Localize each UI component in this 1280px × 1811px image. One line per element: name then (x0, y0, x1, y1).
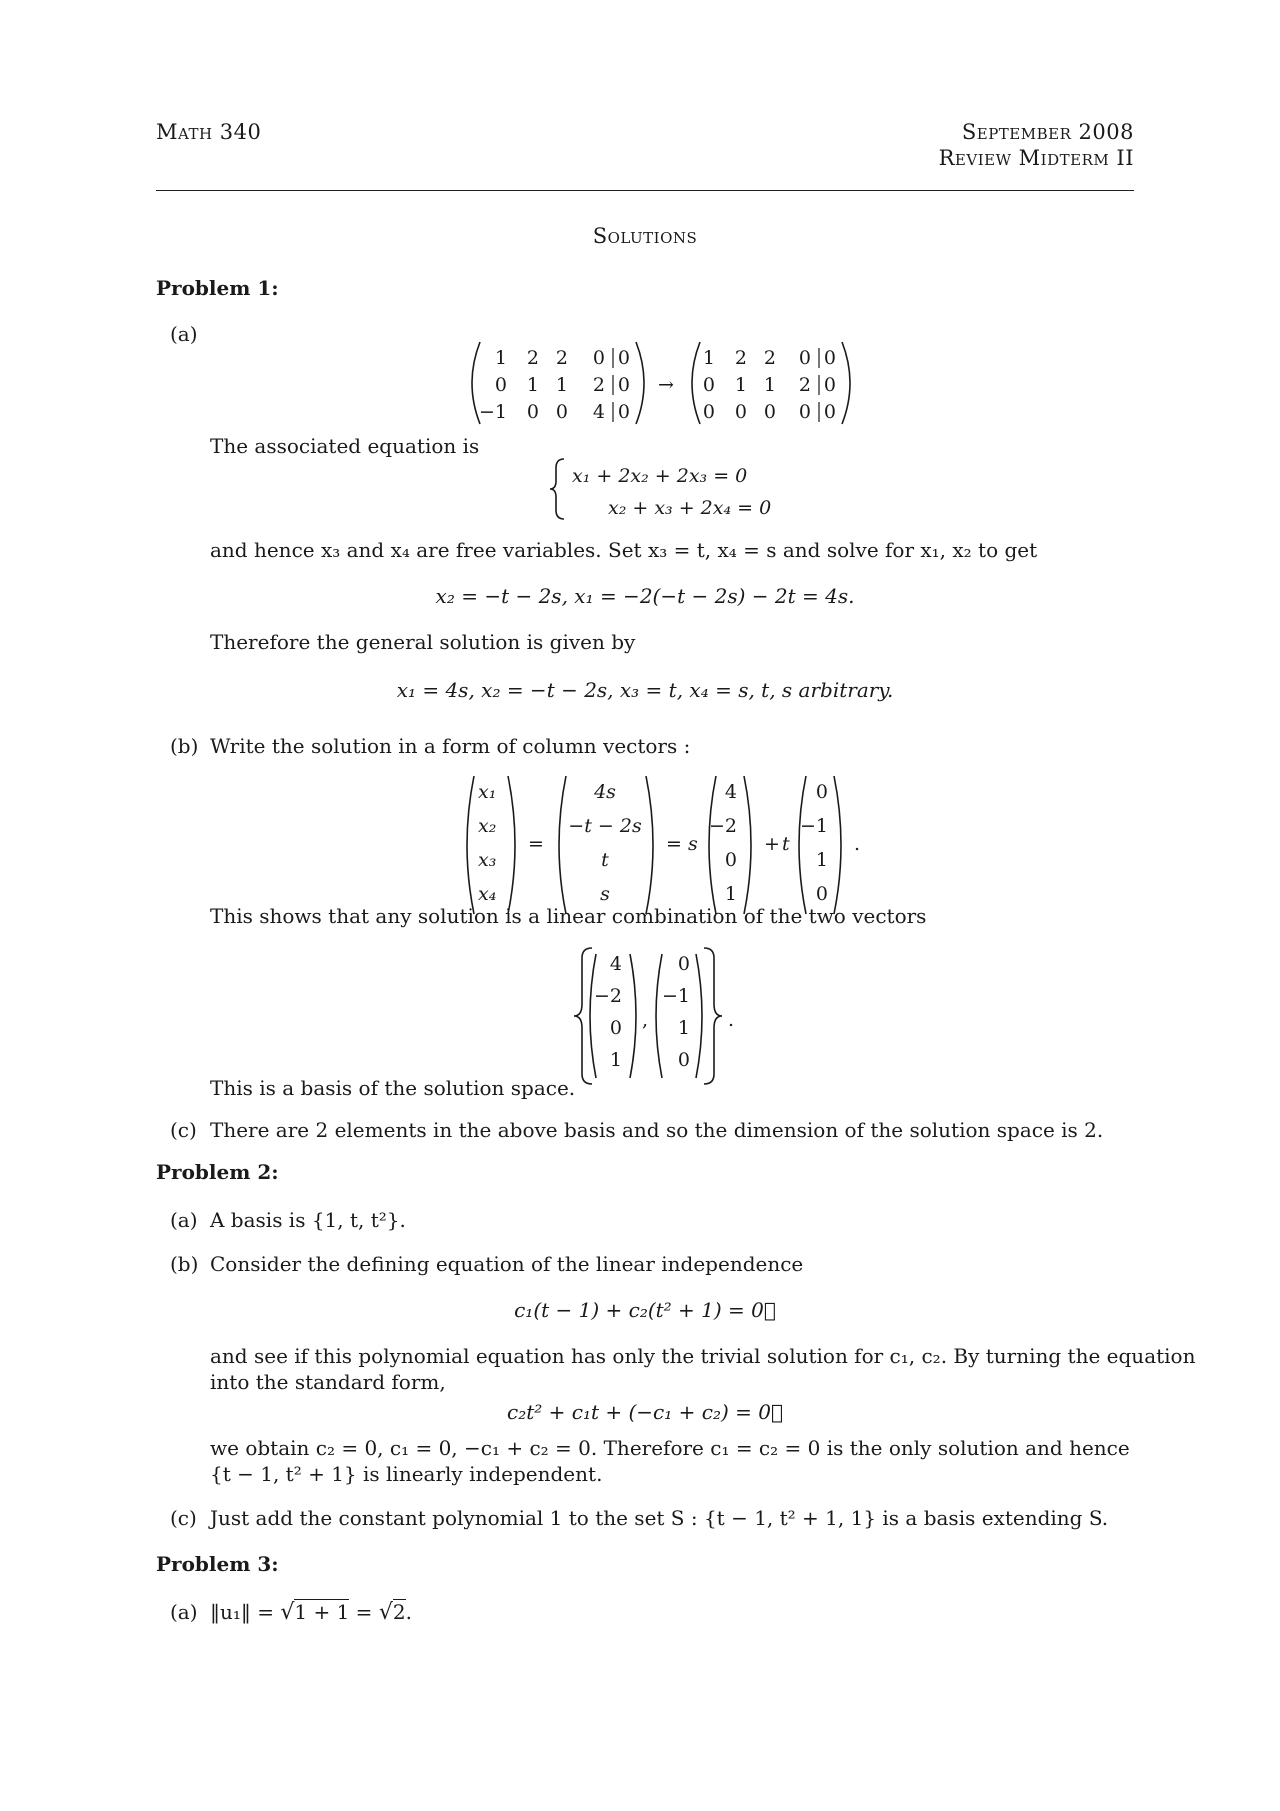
matrix-entry: 0 (592, 347, 605, 369)
matrix-entry: 1 (702, 347, 715, 369)
matrix-entry: 0 (823, 347, 836, 369)
matrix-entry: 2 (555, 347, 568, 369)
vector-entry: −2 (593, 985, 622, 1007)
left-paren (692, 342, 700, 424)
matrix-entry: 0 (494, 374, 507, 396)
coefficient-t: t (782, 833, 790, 855)
vector-entry: 0 (677, 953, 690, 975)
problem-2c-label: (c) (170, 1506, 197, 1530)
vector-entry: x₂ (478, 815, 497, 837)
problem-2-heading: Problem 2: (156, 1160, 279, 1184)
basis-set (570, 944, 770, 1090)
norm-equals: = (349, 1600, 379, 1624)
problem-1c-label: (c) (170, 1118, 197, 1142)
matrix-entry: 2 (763, 347, 776, 369)
problem-1b-label: (b) (170, 734, 199, 758)
matrix-entry: −1 (478, 401, 507, 423)
general-solution-text: Therefore the general solution is given by (210, 630, 636, 654)
exam-title: Review Midterm II (938, 146, 1134, 170)
date-label: September 2008 (961, 120, 1134, 144)
matrix-entry: 0 (617, 347, 630, 369)
vector-entry: x₁ (478, 781, 497, 803)
equation-line: x₁ + 2x₂ + 2x₃ = 0 (572, 465, 748, 487)
matrix-entry: 0 (617, 374, 630, 396)
reduces-to-arrow: → (658, 374, 674, 396)
radicand: 2 (392, 1600, 406, 1624)
column-vector-intro: Write the solution in a form of column vectors : (210, 734, 691, 758)
general-solution-equation: x₁ = 4s, x₂ = −t − 2s, x₃ = t, x₄ = s, t, s arbitrary. (396, 678, 894, 702)
radicand: 1 + 1 (294, 1600, 350, 1624)
matrix-entry: 2 (592, 374, 605, 396)
vector-entry: 0 (609, 1017, 622, 1039)
problem-2b-label: (b) (170, 1252, 199, 1276)
header-divider (156, 190, 1134, 191)
matrix-entry: 1 (526, 374, 539, 396)
svg-text:,: , (642, 1009, 649, 1031)
equation-line: x₂ + x₃ + 2x₄ = 0 (608, 497, 772, 519)
vector-entry: 1 (724, 883, 737, 905)
matrix-entry: 0 (798, 347, 811, 369)
right-paren (842, 342, 850, 424)
independence-intro: Consider the defining equation of the linear independence (210, 1252, 804, 1276)
vector-entry: 1 (677, 1017, 690, 1039)
norm-equation (210, 1600, 412, 1625)
vector-entry: 4s (594, 781, 616, 803)
augmented-matrix-reduction (460, 338, 880, 428)
period: . (405, 1600, 412, 1624)
matrix-entry: 0 (823, 374, 836, 396)
vector-entry: x₃ (478, 849, 497, 871)
svg-text:=: = (528, 833, 544, 855)
matrix-entry: 4 (592, 401, 605, 423)
basis-statement: This is a basis of the solution space. (210, 1076, 576, 1100)
vector-entry: 0 (815, 883, 828, 905)
vector-entry: −1 (661, 985, 690, 1007)
matrix-entry: 0 (555, 401, 568, 423)
linear-combination-text: This shows that any solution is a linear combination of the two vectors (210, 904, 927, 928)
independence-equation: c₁(t − 1) + c₂(t² + 1) = 0⃗ (514, 1298, 776, 1322)
equation-system (548, 456, 808, 522)
extended-basis-text: Just add the constant polynomial 1 to the set S : {t − 1, t² + 1, 1} is a basis extending S. (210, 1506, 1109, 1530)
sqrt-symbol: √ (280, 1600, 295, 1625)
left-brace (550, 459, 564, 519)
vector-entry: −t − 2s (568, 815, 642, 837)
associated-equation-text: The associated equation is (210, 434, 480, 458)
matrix-entry: 0 (702, 401, 715, 423)
matrix-entry: 2 (798, 374, 811, 396)
svg-text:.: . (854, 833, 861, 855)
svg-text:=: = (666, 833, 682, 855)
matrix-entry: 0 (526, 401, 539, 423)
sqrt-symbol: √ (378, 1600, 393, 1625)
matrix-entry: 1 (763, 374, 776, 396)
matrix-entry: 0 (702, 374, 715, 396)
vector-entry: 4 (609, 953, 622, 975)
vector-entry: 1 (815, 849, 828, 871)
independence-conclusion: {t − 1, t² + 1} is linearly independent. (210, 1462, 603, 1486)
coefficient-result-text: we obtain c₂ = 0, c₁ = 0, −c₁ + c₂ = 0. Therefore c₁ = c₂ = 0 is the only solution and hence (210, 1436, 1130, 1460)
vector-entry: 0 (724, 849, 737, 871)
section-title: Solutions (592, 224, 698, 248)
vector-entry: 4 (724, 781, 737, 803)
column-vector-equation (460, 770, 900, 920)
vector-entry: 1 (609, 1049, 622, 1071)
problem-2a-label: (a) (170, 1208, 198, 1232)
vector-entry: t (601, 849, 609, 871)
vector-entry: 0 (815, 781, 828, 803)
dimension-statement: There are 2 elements in the above basis and so the dimension of the solution space is 2. (210, 1118, 1104, 1142)
standard-form-equation: c₂t² + c₁t + (−c₁ + c₂) = 0⃗ (507, 1400, 783, 1424)
vector-entry: −1 (799, 815, 828, 837)
matrix-entry: 0 (734, 401, 747, 423)
matrix-entry: 0 (798, 401, 811, 423)
matrix-entry: 2 (526, 347, 539, 369)
matrix-entry: 1 (734, 374, 747, 396)
matrix-entry: 1 (555, 374, 568, 396)
matrix-entry: 1 (494, 347, 507, 369)
trivial-solution-text: and see if this polynomial equation has only the trivial solution for c₁, c₂. By turning the equation (210, 1344, 1196, 1368)
matrix-entry: 0 (617, 401, 630, 423)
matrix-entry: 2 (734, 347, 747, 369)
right-paren (636, 342, 644, 424)
free-variables-text: and hence x₃ and x₄ are free variables. Set x₃ = t, x₄ = s and solve for x₁, x₂ to get (210, 538, 1038, 562)
problem-3a-label: (a) (170, 1600, 198, 1624)
polynomial-basis-text: A basis is {1, t, t²}. (210, 1208, 406, 1232)
course-label: Math 340 (156, 120, 262, 144)
norm-lhs: ‖u₁‖ = (210, 1600, 281, 1624)
vector-entry: x₄ (478, 883, 497, 905)
problem-1a-label: (a) (170, 322, 198, 346)
vector-entry: 0 (677, 1049, 690, 1071)
vector-entry: s (600, 883, 610, 905)
matrix-entry: 0 (823, 401, 836, 423)
solve-equation: x₂ = −t − 2s, x₁ = −2(−t − 2s) − 2t = 4s. (435, 584, 855, 608)
vector-entry: −2 (708, 815, 737, 837)
matrix-entry: 0 (763, 401, 776, 423)
svg-text:.: . (728, 1009, 735, 1031)
problem-3-heading: Problem 3: (156, 1552, 279, 1576)
problem-1-heading: Problem 1: (156, 276, 279, 300)
svg-text:+: + (764, 833, 780, 855)
coefficient-s: s (688, 833, 698, 855)
standard-form-text: into the standard form, (210, 1370, 446, 1394)
